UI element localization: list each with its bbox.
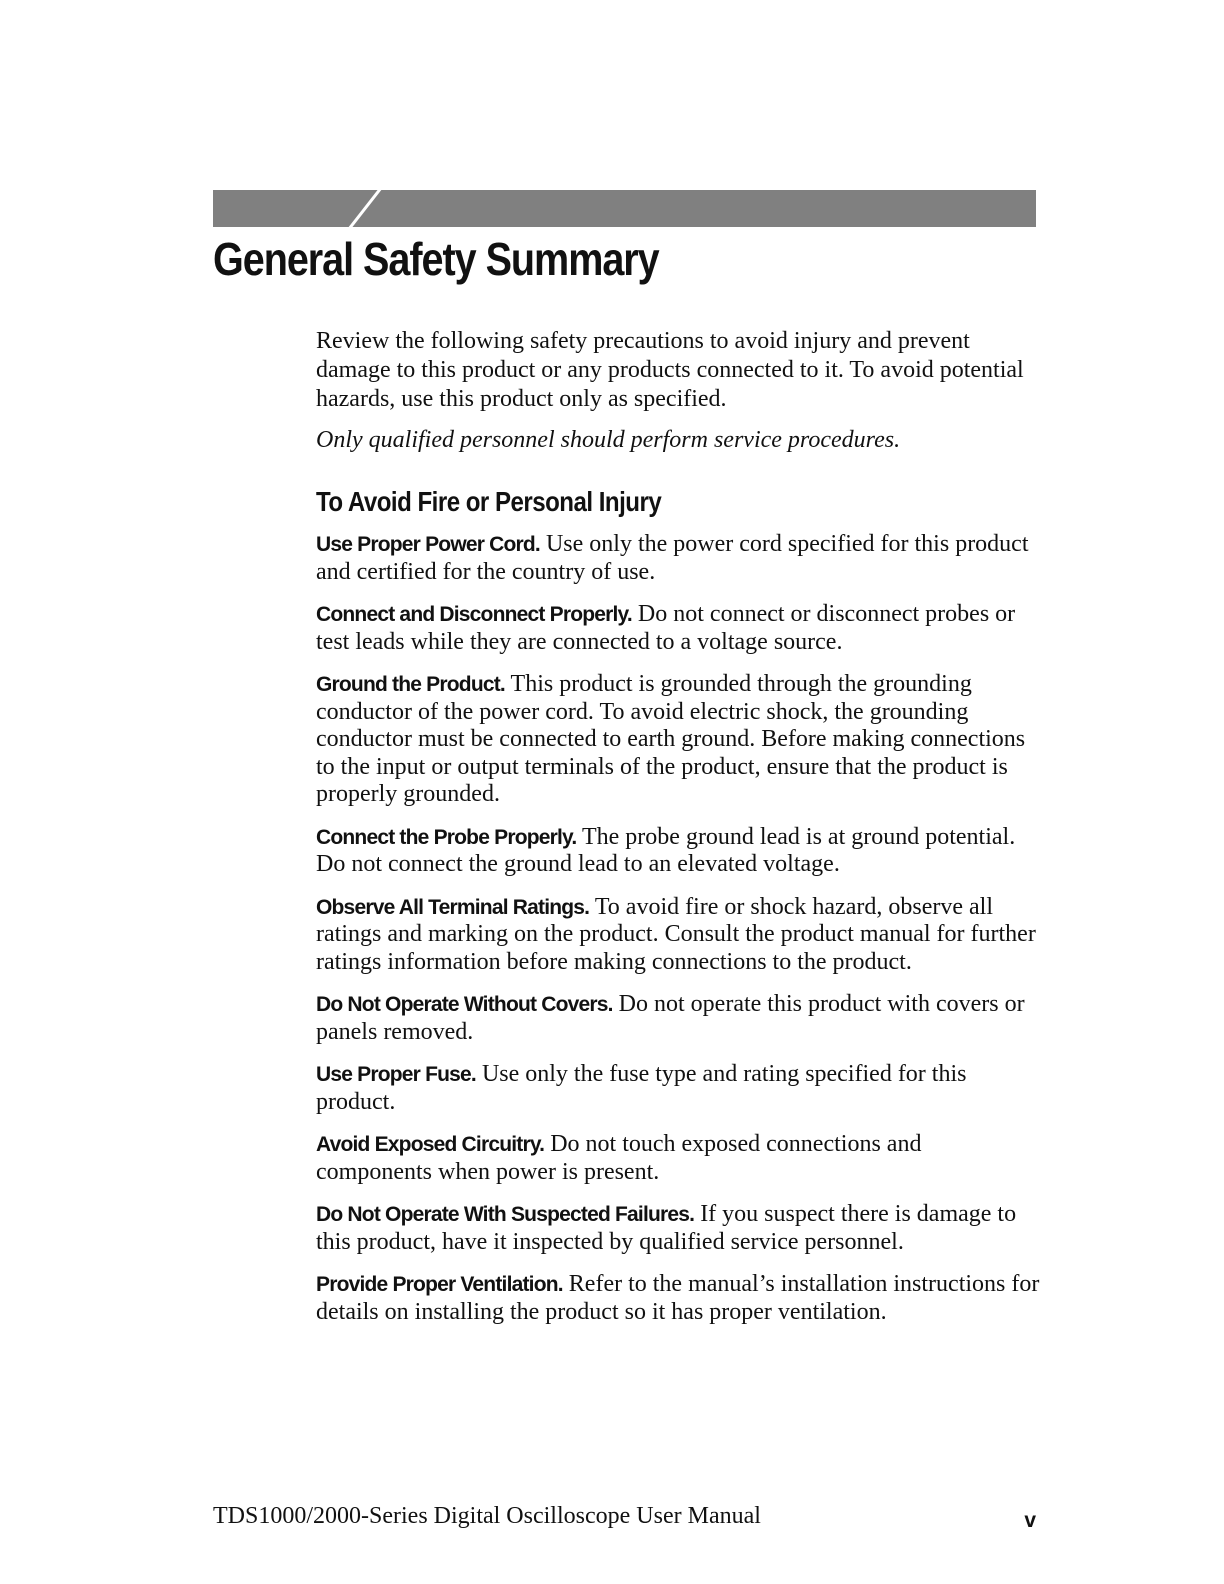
item-text: This product is grounded through the grounding conductor of the power cord. To avoid electric shock, the grounding conductor must be connected to earth ground. Before making connections to the input or output terminals of the product, ensure that the product is properly grounded. (316, 671, 1026, 807)
item-text: Do not connect or disconnect probes or test leads while they are connected to a voltage source. (316, 601, 1016, 655)
item-heading: Use Proper Power Cord. (316, 533, 540, 556)
footer-manual-title: TDS1000/2000-Series Digital Oscilloscope User Manual (213, 1503, 761, 1529)
item-text: The probe ground lead is at ground potential. Do not connect the ground lead to an elevated voltage. (316, 823, 1016, 877)
item-heading: Use Proper Fuse. (316, 1063, 476, 1086)
footer-page-number: v (1024, 1509, 1036, 1532)
header-bar (213, 190, 1036, 227)
safety-item-ventilation (316, 1271, 1041, 1326)
item-heading: Ground the Product. (316, 673, 505, 696)
item-text: If you suspect there is damage to this product, have it inspected by qualified service personnel. (316, 1201, 1017, 1255)
item-heading: Connect and Disconnect Properly. (316, 603, 632, 626)
header-bar-slash (213, 190, 1036, 227)
safety-item-circuitry (316, 1131, 1041, 1186)
intro-paragraph: Review the following safety precautions to avoid injury and prevent damage to this product or any products connected to it. To avoid potential hazards, use this product only as specified. (316, 328, 1024, 412)
item-text: Do not operate this product with covers or panels removed. (316, 991, 1025, 1045)
item-text: To avoid fire or shock hazard, observe all ratings and marking on the product. Consult the product manual for further ratings information before making connections to the product. (316, 893, 1036, 975)
item-heading: Do Not Operate With Suspected Failures. (316, 1203, 695, 1226)
item-heading: Provide Proper Ventilation. (316, 1273, 563, 1296)
item-heading: Avoid Exposed Circuitry. (316, 1133, 545, 1156)
item-text: Do not touch exposed connections and components when power is present. (316, 1131, 922, 1185)
safety-item-probe (316, 824, 1041, 879)
item-text: Use only the power cord specified for this product and certified for the country of use. (316, 531, 1029, 585)
item-heading: Do Not Operate Without Covers. (316, 993, 613, 1016)
item-heading: Observe All Terminal Ratings. (316, 895, 590, 919)
item-text: Use only the fuse type and rating specified for this product. (316, 1061, 967, 1115)
content (316, 327, 1041, 1341)
section-title: To Avoid Fire or Personal Injury (316, 486, 662, 517)
page-title: General Safety Summary (213, 233, 659, 285)
safety-item-power-cord (316, 531, 1041, 586)
service-note: Only qualified personnel should perform service procedures. (316, 427, 901, 453)
item-text: Refer to the manual’s installation instructions for details on installing the product so it has proper ventilation. (316, 1271, 1040, 1325)
item-heading: Connect the Probe Properly. (316, 825, 577, 849)
safety-item-terminal-ratings (316, 894, 1041, 977)
safety-item-ground (316, 671, 1041, 809)
safety-item-failures (316, 1201, 1041, 1256)
safety-item-connect-disconnect (316, 601, 1041, 656)
safety-item-fuse (316, 1061, 1041, 1116)
safety-item-covers (316, 991, 1041, 1046)
